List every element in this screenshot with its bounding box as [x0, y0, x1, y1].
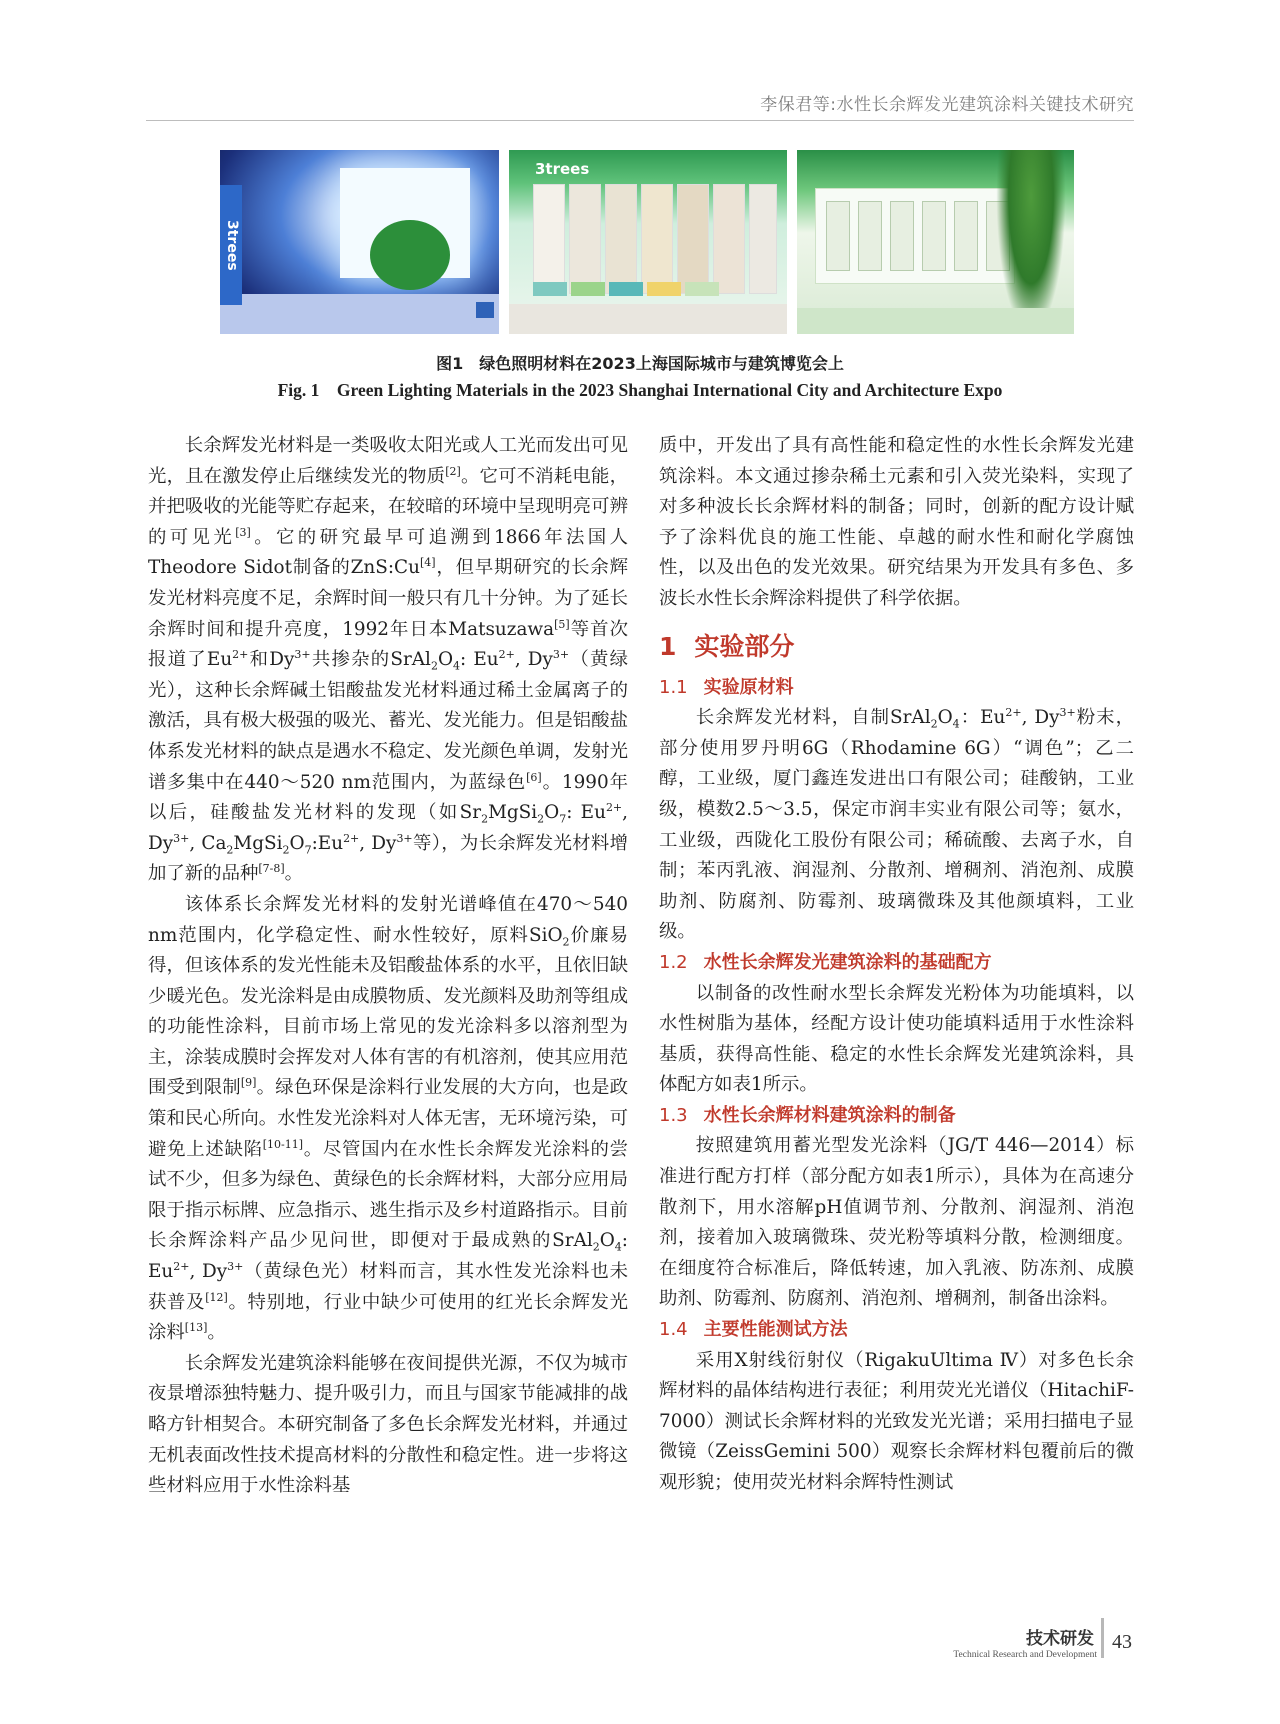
subsection-heading: 1.1 实验原材料 [659, 676, 794, 698]
header-rule [146, 120, 1134, 121]
figure-caption-en: Fig. 1 Green Lighting Materials in the 2023 Shanghai International City and Architecture Expo [277, 380, 1003, 400]
subsection-heading: 1.3 水性长余辉材料建筑涂料的制备 [659, 1104, 956, 1126]
citation[interactable]: [5] [554, 617, 570, 631]
citation[interactable]: [3] [235, 525, 251, 539]
citation[interactable]: [10-11] [262, 1137, 303, 1151]
running-head: 李保君等:水性长余辉发光建筑涂料关键技术研究 [760, 95, 1134, 115]
citation[interactable]: [6] [526, 770, 542, 784]
body-paragraph: 质中，开发出了具有高性能和稳定性的水性长余辉发光建筑涂料。本文通过掺杂稀土元素和引入荧光染料，实现了对多种波长长余辉材料的制备；同时，创新的配方设计赋予了涂料优良的施工性能、卓越的耐水性和耐化学腐蚀性，以及出色的发光效果。研究结果为开发具有多色、多波长水性长余辉涂料提供了科学依据。 [659, 435, 1134, 609]
footer-section-cn: 技术研发 [1026, 1629, 1094, 1649]
body-paragraph: 该体系长余辉发光材料的发射光谱峰值在470～540 nm范围内，化学稳定性、耐水性较好，原料SiO$_2$价廉易得，但该体系的发光性能未及铝酸盐体系的水平，且依旧缺少暖光色。发光涂料是由成膜物质、发光颜料及助剂等组成的功能性涂料，目前市场上常见的发光涂料多以溶剂型为主，涂装成膜时会挥发对人体有害的有机溶剂，使其应用范围受到限制[9]。绿色环保是涂料行业发展的大方向，也是政策和民心所向。水性发光涂料对人体无害，无环境污染，可避免上述缺陷[10-11]。尽管国内在水性长余辉发光涂料的尝试不少，但多为绿色、黄绿色的长余辉材料，大部分应用局限于指示标牌、应急指示、逃生指示及乡村道路指示。目前长余辉涂料产品少见问世，即便对于最成熟的$SrAl_2O_4$: $Eu^{2+}$, $Dy^{3+}$（黄绿色光）材料而言，其水性发光涂料也未获普及[12]。特别地，行业中缺少可使用的红光长余辉发光涂料[13]。 [148, 893, 628, 1344]
display-panel [749, 184, 777, 294]
exhibit-floor [797, 308, 1074, 334]
display-panel [641, 184, 673, 294]
right-column [659, 431, 1134, 1499]
color-swatch [533, 282, 567, 296]
booth-plant [370, 220, 450, 290]
brand-logo: 3trees [535, 160, 590, 178]
color-swatch [609, 282, 643, 296]
body-paragraph: 长余辉发光材料是一类吸收太阳光或人工光而发出可见光，且在激发停止后继续发光的物质[2]。它可不消耗电能，并把吸收的光能等贮存起来，在较暗的环境中呈现明亮可辨的可见光[3]。它的研究最早可追溯到1866年法国人Theodore Sidot制备的ZnS:Cu[4]，但早期研究的长余辉发光材料亮度不足，余辉时间一般只有几十分钟。为了延长余辉时间和提升亮度，1992年日本Matsuzawa[5]等首次报道了$Eu^{2+}$和$Dy^{3+}$共掺杂的$SrAl_2O_4$: $Eu^{2+}$, $Dy^{3+}$（黄绿光），这种长余辉碱土铝酸盐发光材料通过稀土金属离子的激活，具有极大极强的吸光、蓄光、发光能力。但是铝酸盐体系发光材料的缺点是遇水不稳定、发光颜色单调，发射光谱多集中在440～520 nm范围内，为蓝绿色[6]。1990年以后，硅酸盐发光材料的发现（如$Sr_2MgSi_2O_7$: $Eu^{2+}$, $Dy^{3+}$, $Ca_2MgSi_2O_7:Eu^{2+}$, $Dy^{3+}$等），为长余辉发光材料增加了新的品种[7-8]。 [148, 435, 629, 885]
color-swatch [647, 282, 681, 296]
color-swatch [685, 282, 719, 296]
exhibit-card [922, 201, 946, 271]
citation[interactable]: [9] [240, 1076, 257, 1090]
body-paragraph: 长余辉发光材料，自制$SrAl_2O_4$：$Eu^{2+}$, $Dy^{3+}$粉末，部分使用罗丹明6G（Rhodamine 6G）“调色”；乙二醇，工业级，厦门鑫连发进出口有限公司；硅酸钠，工业级，模数2.5～3.5，保定市润丰实业有限公司等；氨水，工业级，西陇化工股份有限公司；稀硫酸、去离子水，自制；苯丙乳液、润湿剂、分散剂、增稠剂、消泡剂、成膜助剂、防腐剂、防霉剂、玻璃微珠及其他颜填料，工业级。 [659, 706, 1134, 943]
brand-logo: 3trees [224, 220, 240, 271]
page-number: 43 [1112, 1631, 1132, 1653]
citation[interactable]: [13] [184, 1321, 208, 1335]
citation[interactable]: [12] [205, 1290, 228, 1304]
body-paragraph: 采用X射线衍射仪（RigakuUltima Ⅳ）对多色长余辉材料的晶体结构进行表征；利用荧光光谱仪（HitachiF-7000）测试长余辉材料的光致发光光谱；采用扫描电子显微镜（ZeissGemini 500）观察长余辉材料包覆前后的微观形貌；使用荧光材料余辉特性测试 [659, 1349, 1134, 1493]
footer-section-en: Technical Research and Development [953, 1650, 1097, 1660]
figure-photo-exhibit-board [797, 150, 1074, 334]
display-panel [677, 184, 709, 294]
figure-photo-expo-booth [220, 150, 499, 334]
exhibit-board [815, 188, 1015, 284]
footer-divider [1101, 1618, 1104, 1658]
citation[interactable]: [7-8] [258, 862, 285, 876]
left-column [148, 431, 628, 1502]
exhibit-card [826, 201, 850, 271]
figure-caption-cn: 图1 绿色照明材料在2023上海国际城市与建筑博览会上 [436, 354, 844, 373]
section-heading: 1 实验部分 [659, 631, 795, 661]
exhibit-tree [996, 150, 1066, 334]
body-paragraph: 长余辉发光建筑涂料能够在夜间提供光源，不仅为城市夜景增添独特魅力、提升吸引力，而且与国家节能减排的战略方针相契合。本研究制备了多色长余辉发光材料，并通过无机表面改性技术提高材料的分散性和稳定性。进一步将这些材料应用于水性涂料基 [148, 1352, 628, 1497]
body-paragraph: 以制备的改性耐水型长余辉发光粉体为功能填料，以水性树脂为基体，经配方设计使功能填料适用于水性涂料基质，获得高性能、稳定的水性长余辉发光建筑涂料，具体配方如表1所示。 [659, 982, 1134, 1096]
display-panel [569, 184, 601, 294]
display-floor [509, 304, 787, 334]
booth-sign [476, 302, 494, 318]
figure-photo-panel-display [509, 150, 787, 334]
booth-floor [220, 294, 499, 334]
subsection-heading: 1.4 主要性能测试方法 [659, 1319, 848, 1341]
exhibit-card [954, 201, 978, 271]
exhibit-card [890, 201, 914, 271]
subsection-heading: 1.2 水性长余辉发光建筑涂料的基础配方 [659, 951, 992, 973]
color-swatch [571, 282, 605, 296]
display-panel [533, 184, 565, 294]
citation[interactable]: [2] [445, 464, 461, 478]
display-panel [713, 184, 745, 294]
display-panel [605, 184, 637, 294]
body-paragraph: 按照建筑用蓄光型发光涂料（JG/T 446—2014）标准进行配方打样（部分配方如表1所示），具体为在高速分散剂下，用水溶解pH值调节剂、分散剂、润湿剂、消泡剂，接着加入玻璃微珠、荧光粉等填料分散，检测细度。在细度符合标准后，降低转速，加入乳液、防冻剂、成膜助剂、防霉剂、防腐剂、消泡剂、增稠剂，制备出涂料。 [659, 1135, 1134, 1310]
exhibit-card [858, 201, 882, 271]
citation[interactable]: [4] [419, 556, 436, 570]
